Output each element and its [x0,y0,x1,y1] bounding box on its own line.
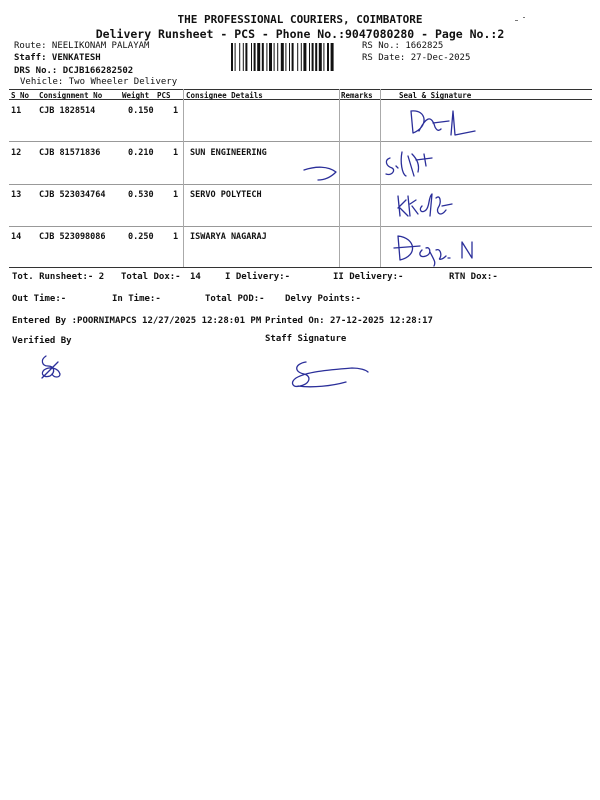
barcode-bar [327,43,329,71]
row-sno: 13 [11,190,22,200]
barcode-bar [297,43,298,71]
barcode-bar [231,43,233,71]
out-time: Out Time:- [12,294,67,304]
barcode-bar [331,43,334,71]
barcode-bar [301,43,302,71]
column-divider [183,89,184,267]
row-weight: 0.150 [128,106,154,116]
row-consignment: CJB 523098086 [39,232,106,242]
signature-row-12 [380,146,440,180]
row-pcs: 1 [173,190,179,200]
route-text: Route: NEELIKONAM PALAYAM [14,41,150,51]
row-pcs: 1 [173,148,179,158]
total-dox-label: Total Dox:- [121,272,181,282]
barcode-bar [239,43,240,71]
row-consignment: CJB 81571836 [39,148,101,158]
row-consignee: SUN ENGINEERING [190,148,267,158]
ii-delivery: II Delivery:- [333,272,404,282]
barcode-bar [251,43,252,71]
in-time: In Time:- [112,294,161,304]
barcode-bar [245,43,247,71]
scan-speck [523,17,525,18]
barcode-bar [269,43,272,71]
rtn-dox: RTN Dox:- [449,272,498,282]
barcode-bar [315,43,317,71]
barcode-bar [262,43,264,71]
barcode-bar [274,43,275,71]
signature-row-11 [405,105,485,141]
staff-text: Staff: VENKATESH [14,53,101,63]
entered-by: Entered By :POORNIMAPCS 12/27/2025 12:28:01 PM [12,316,262,326]
signature-row-13 [392,188,462,222]
barcode [231,43,357,71]
table-top-rule [9,89,592,90]
header-weight: Weight [122,91,150,100]
delvy-points: Delvy Points:- [285,294,361,304]
barcode-bar [254,43,256,71]
document-subtitle: Delivery Runsheet - PCS - Phone No.:9047080280 - Page No.:2 [95,27,505,41]
verifier-signature [36,352,66,382]
total-dox-value: 14 [190,272,201,282]
barcode-bar [309,43,310,71]
header-sno: S No [11,91,30,100]
row-sno: 14 [11,232,22,242]
arrow-mark [302,160,342,182]
signature-row-14 [390,230,490,266]
drs-number: DRS No.: DCJB166282502 [14,66,134,76]
barcode-bar [243,43,244,71]
i-delivery: I Delivery:- [225,272,291,282]
row-pcs: 1 [173,106,179,116]
row-weight: 0.250 [128,232,154,242]
barcode-bar [266,43,267,71]
scan-speck [515,20,518,21]
barcode-bar [303,43,306,71]
total-pod: Total POD:- [205,294,265,304]
printed-on: Printed On: 27-12-2025 12:28:17 [265,316,433,326]
row-consignee: SERVO POLYTECH [190,190,262,200]
document-title: THE PROFESSIONAL COURIERS, COIMBATORE [177,13,423,26]
barcode-bar [292,43,294,71]
rs-number: RS No.: 1662825 [362,41,444,51]
row-weight: 0.210 [128,148,154,158]
staff-signature-label: Staff Signature [265,334,347,344]
rs-date: RS Date: 27-Dec-2025 [362,53,471,63]
header-pcs: PCS [157,91,171,100]
row-sno: 12 [11,148,22,158]
row-weight: 0.530 [128,190,154,200]
row-divider [9,141,592,142]
row-pcs: 1 [173,232,179,242]
tot-runsheet: Tot. Runsheet:- 2 [12,272,105,282]
barcode-bar [289,43,290,71]
row-consignment: CJB 1828514 [39,106,96,116]
barcode-bar [319,43,322,71]
row-divider [9,226,592,227]
barcode-bar [323,43,324,71]
barcode-bar [285,43,286,71]
vehicle-text: Vehicle: Two Wheeler Delivery [20,77,178,87]
row-divider [9,184,592,185]
barcode-bar [312,43,314,71]
verified-by-label: Verified By [12,336,72,346]
table-bottom-rule [9,267,592,268]
barcode-bar [257,43,260,71]
header-remarks: Remarks [341,91,373,100]
row-consignee: ISWARYA NAGARAJ [190,232,267,242]
row-sno: 11 [11,106,22,116]
header-consignment: Consignment No [39,91,103,100]
barcode-bar [277,43,278,71]
staff-signature [286,358,376,394]
barcode-bar [235,43,236,71]
barcode-bar [281,43,284,71]
header-seal-signature: Seal & Signature [399,91,472,100]
row-consignment: CJB 523034764 [39,190,106,200]
header-consignee: Consignee Details [186,91,263,100]
